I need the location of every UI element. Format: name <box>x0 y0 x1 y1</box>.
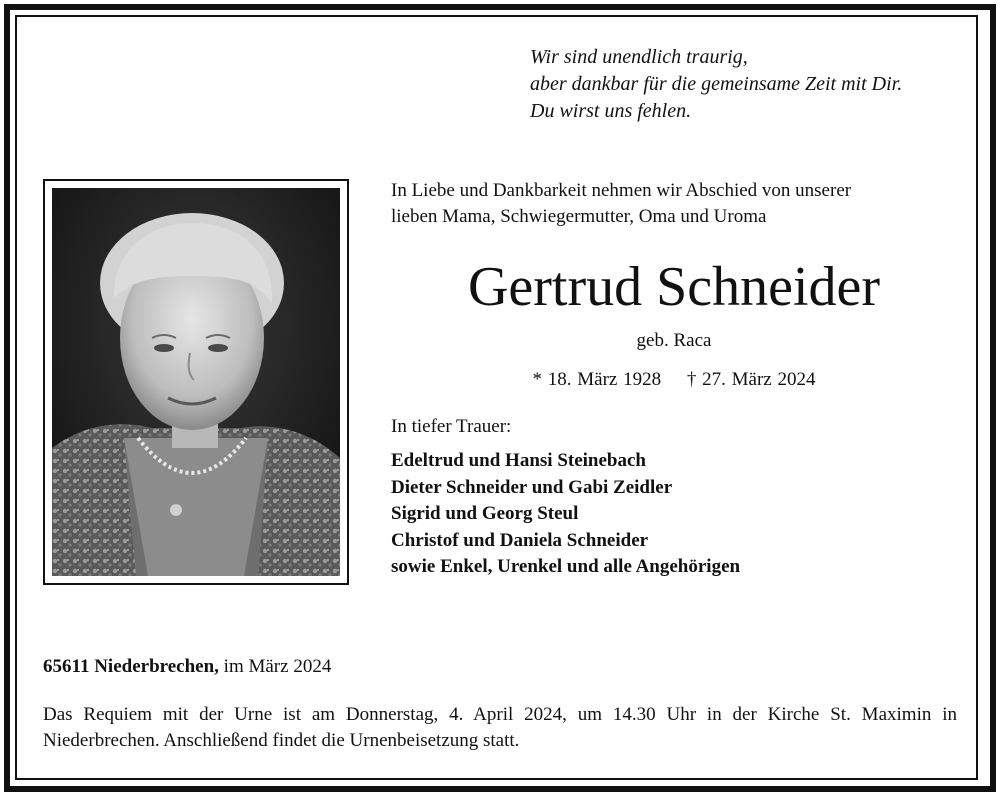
mourners-list <box>391 448 740 581</box>
motto-line: Wir sind unendlich traurig, <box>530 46 748 68</box>
intro-line: In Liebe und Dankbarkeit nehmen wir Abschied von unserer <box>391 180 852 201</box>
mourner-entry: sowie Enkel, Urenkel und alle Angehörigen <box>391 556 741 577</box>
mourner-entry: Dieter Schneider und Gabi Zeidler <box>391 476 673 498</box>
place-date: im März 2024 <box>218 656 332 677</box>
motto-line: aber dankbar für die gemeinsame Zeit mit Dir. <box>530 73 903 95</box>
maiden-name: geb. Raca <box>636 330 712 351</box>
motto-quote <box>530 44 902 125</box>
portrait-illustration <box>52 188 340 576</box>
portrait-photo <box>52 188 340 576</box>
motto-line: Du wirst uns fehlen. <box>530 100 692 122</box>
death-date: † 27. März 2024 <box>686 369 816 390</box>
intro-line: lieben Mama, Schwiegermutter, Oma und Uroma <box>391 206 767 227</box>
life-dates <box>391 369 957 391</box>
service-notice: Das Requiem mit der Urne ist am Donnerstag, 4. April 2024, um 14.30 Uhr in der Kirche St. Maximin in Niederbrechen. Anschließend findet die Urnenbeisetzung statt. <box>43 704 957 751</box>
mourner-entry: Sigrid und Georg Steul <box>391 503 579 524</box>
intro-text <box>391 178 971 230</box>
mourner-entry: Christof und Daniela Schneider <box>391 529 649 551</box>
deceased-name: Gertrud Schneider <box>467 256 881 318</box>
mourning-label: In tiefer Trauer: <box>391 416 512 437</box>
birth-date: * 18. März 1928 <box>532 369 662 390</box>
place-date-line <box>43 656 331 678</box>
place-city: 65611 Niederbrechen, <box>43 656 219 677</box>
mourner-entry: Edeltrud und Hansi Steinebach <box>391 450 646 471</box>
portrait-frame <box>43 179 349 585</box>
